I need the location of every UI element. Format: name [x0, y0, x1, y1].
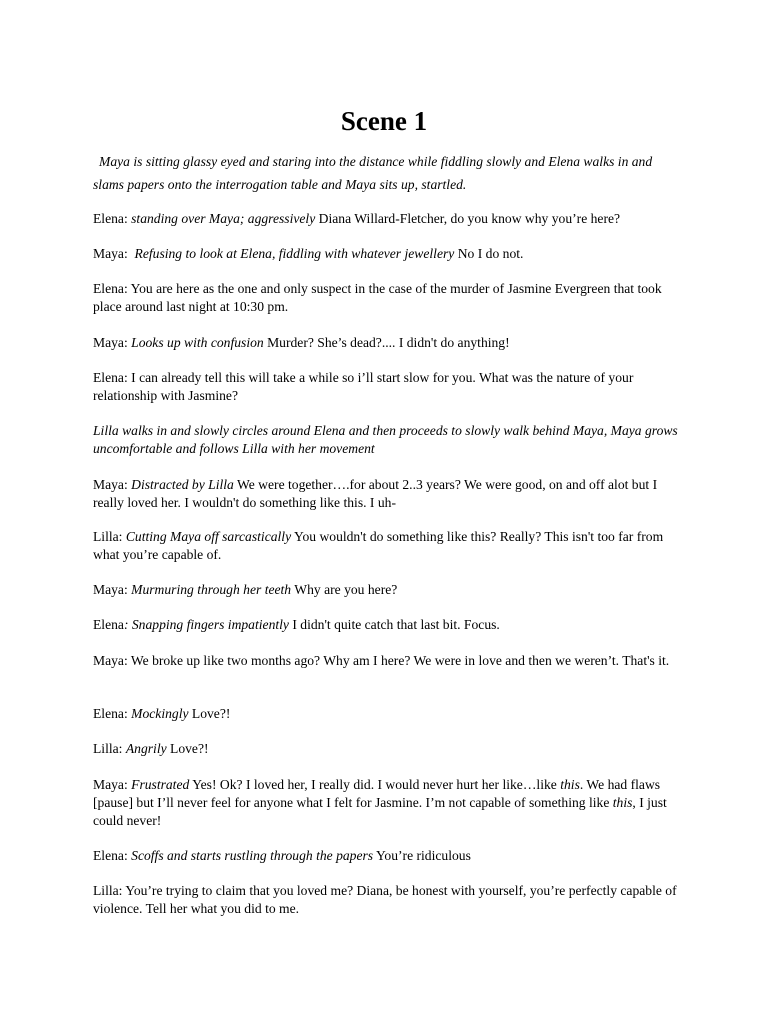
scene-title: Scene 1	[340, 106, 428, 136]
speaker-name: Elena:	[93, 706, 128, 721]
speaker-name: Elena:	[93, 281, 128, 296]
dialogue-text: I can already tell this will take a while so i’ll start slow for you. What was the nature of your relationship with Jasmine?	[93, 370, 634, 403]
dialogue-text: You wouldn't do something like this? Really? This isn't too far from what you’re capable of.	[93, 529, 664, 562]
speaker-name: Elena:	[93, 848, 128, 863]
stage-direction: standing over Maya; aggressively	[131, 211, 316, 226]
dialogue-text: You are here as the one and only suspect in the case of the murder of Jasmine Evergreen that took place around last night at 10:30 pm.	[93, 281, 662, 314]
dialogue-text: , I just could never!	[93, 795, 667, 828]
dialogue-line	[93, 740, 678, 758]
opening-stage-direction	[93, 150, 678, 196]
speaker-name: Maya:	[93, 246, 128, 261]
dialogue-text: Yes! Ok? I loved her, I really did. I would never hurt her like…like	[189, 777, 561, 792]
dialogue-text: Why are you here?	[291, 582, 398, 597]
speaker-name: Maya:	[93, 335, 128, 350]
dialogue-line	[93, 280, 678, 316]
dialogue-line	[93, 245, 678, 263]
dialogue-line	[93, 528, 678, 564]
dialogue-text: Murder? She’s dead?.... I didn't do anything!	[263, 335, 510, 350]
stage-direction: Looks up with confusion	[131, 335, 264, 350]
speaker-name: Elena:	[93, 370, 128, 385]
stage-direction: Scoffs and starts rustling through the papers	[131, 848, 374, 863]
stage-direction: Murmuring through her teeth	[131, 582, 292, 597]
stage-direction: Refusing to look at Elena, fiddling with whatever jewellery	[134, 246, 455, 261]
speaker-name: Maya:	[93, 582, 128, 597]
dialogue-line	[93, 616, 678, 634]
dialogue-text: No I do not.	[454, 246, 524, 261]
emphasis: this	[560, 777, 580, 792]
dialogue-line	[93, 705, 678, 723]
stage-direction: Angrily	[125, 741, 167, 756]
speaker-name: Lilla:	[93, 883, 123, 898]
stage-direction: : Snapping fingers impatiently	[123, 617, 289, 632]
dialogue-line	[93, 334, 678, 352]
stage-direction: Frustrated	[131, 777, 190, 792]
stage-direction: Cutting Maya off sarcastically	[125, 529, 292, 544]
speaker-name: Lilla:	[93, 741, 123, 756]
stage-direction: Mockingly	[131, 706, 189, 721]
speaker-name: Maya:	[93, 477, 128, 492]
speaker-name: Maya:	[93, 777, 128, 792]
dialogue-text: You’re trying to claim that you loved me? Diana, be honest with yourself, you’re perfectly capable of violence. Tell her what you did to me.	[93, 883, 677, 916]
dialogue-line	[93, 581, 678, 599]
speaker-name: Maya:	[93, 653, 128, 668]
dialogue-text: Love?!	[188, 706, 231, 721]
stage-direction: Distracted by Lilla	[131, 477, 234, 492]
dialogue-line	[93, 369, 678, 405]
dialogue-line	[93, 847, 678, 865]
dialogue-line	[93, 652, 678, 670]
stage-direction: Lilla walks in and slowly circles around Elena and then proceeds to slowly walk behind Maya, Maya grows uncomfortable and follows Lilla with her movement	[93, 423, 678, 456]
dialogue-line	[93, 476, 678, 512]
dialogue-line	[93, 882, 678, 918]
dialogue-line	[93, 210, 678, 228]
speaker-name: Elena:	[93, 211, 128, 226]
dialogue-text: Love?!	[166, 741, 209, 756]
speaker-name: Lilla:	[93, 529, 123, 544]
dialogue-text: We were together….for about 2..3 years? We were good, on and off alot but I really loved her. I wouldn't do something like this. I uh-	[93, 477, 658, 510]
stage-direction-text: Maya is sitting glassy eyed and staring into the distance while fiddling slowly and Elena walks in and slams papers onto the interrogation table and Maya sits up, startled.	[93, 154, 653, 192]
speaker-name: Elena	[93, 617, 124, 632]
dialogue-text: I didn't quite catch that last bit. Focus.	[288, 617, 500, 632]
dialogue-text: You’re ridiculous	[373, 848, 471, 863]
emphasis: this	[612, 795, 633, 810]
dialogue-text: . We had flaws [pause] but I’ll never feel for anyone what I felt for Jasmine. I’m not capable of something like	[93, 777, 661, 810]
dialogue-text: Diana Willard-Fletcher, do you know why you’re here?	[315, 211, 621, 226]
dialogue-text: We broke up like two months ago? Why am I here? We were in love and then we weren’t. That's it.	[130, 653, 670, 668]
stage-direction-line	[93, 422, 678, 458]
dialogue-line	[93, 776, 678, 830]
